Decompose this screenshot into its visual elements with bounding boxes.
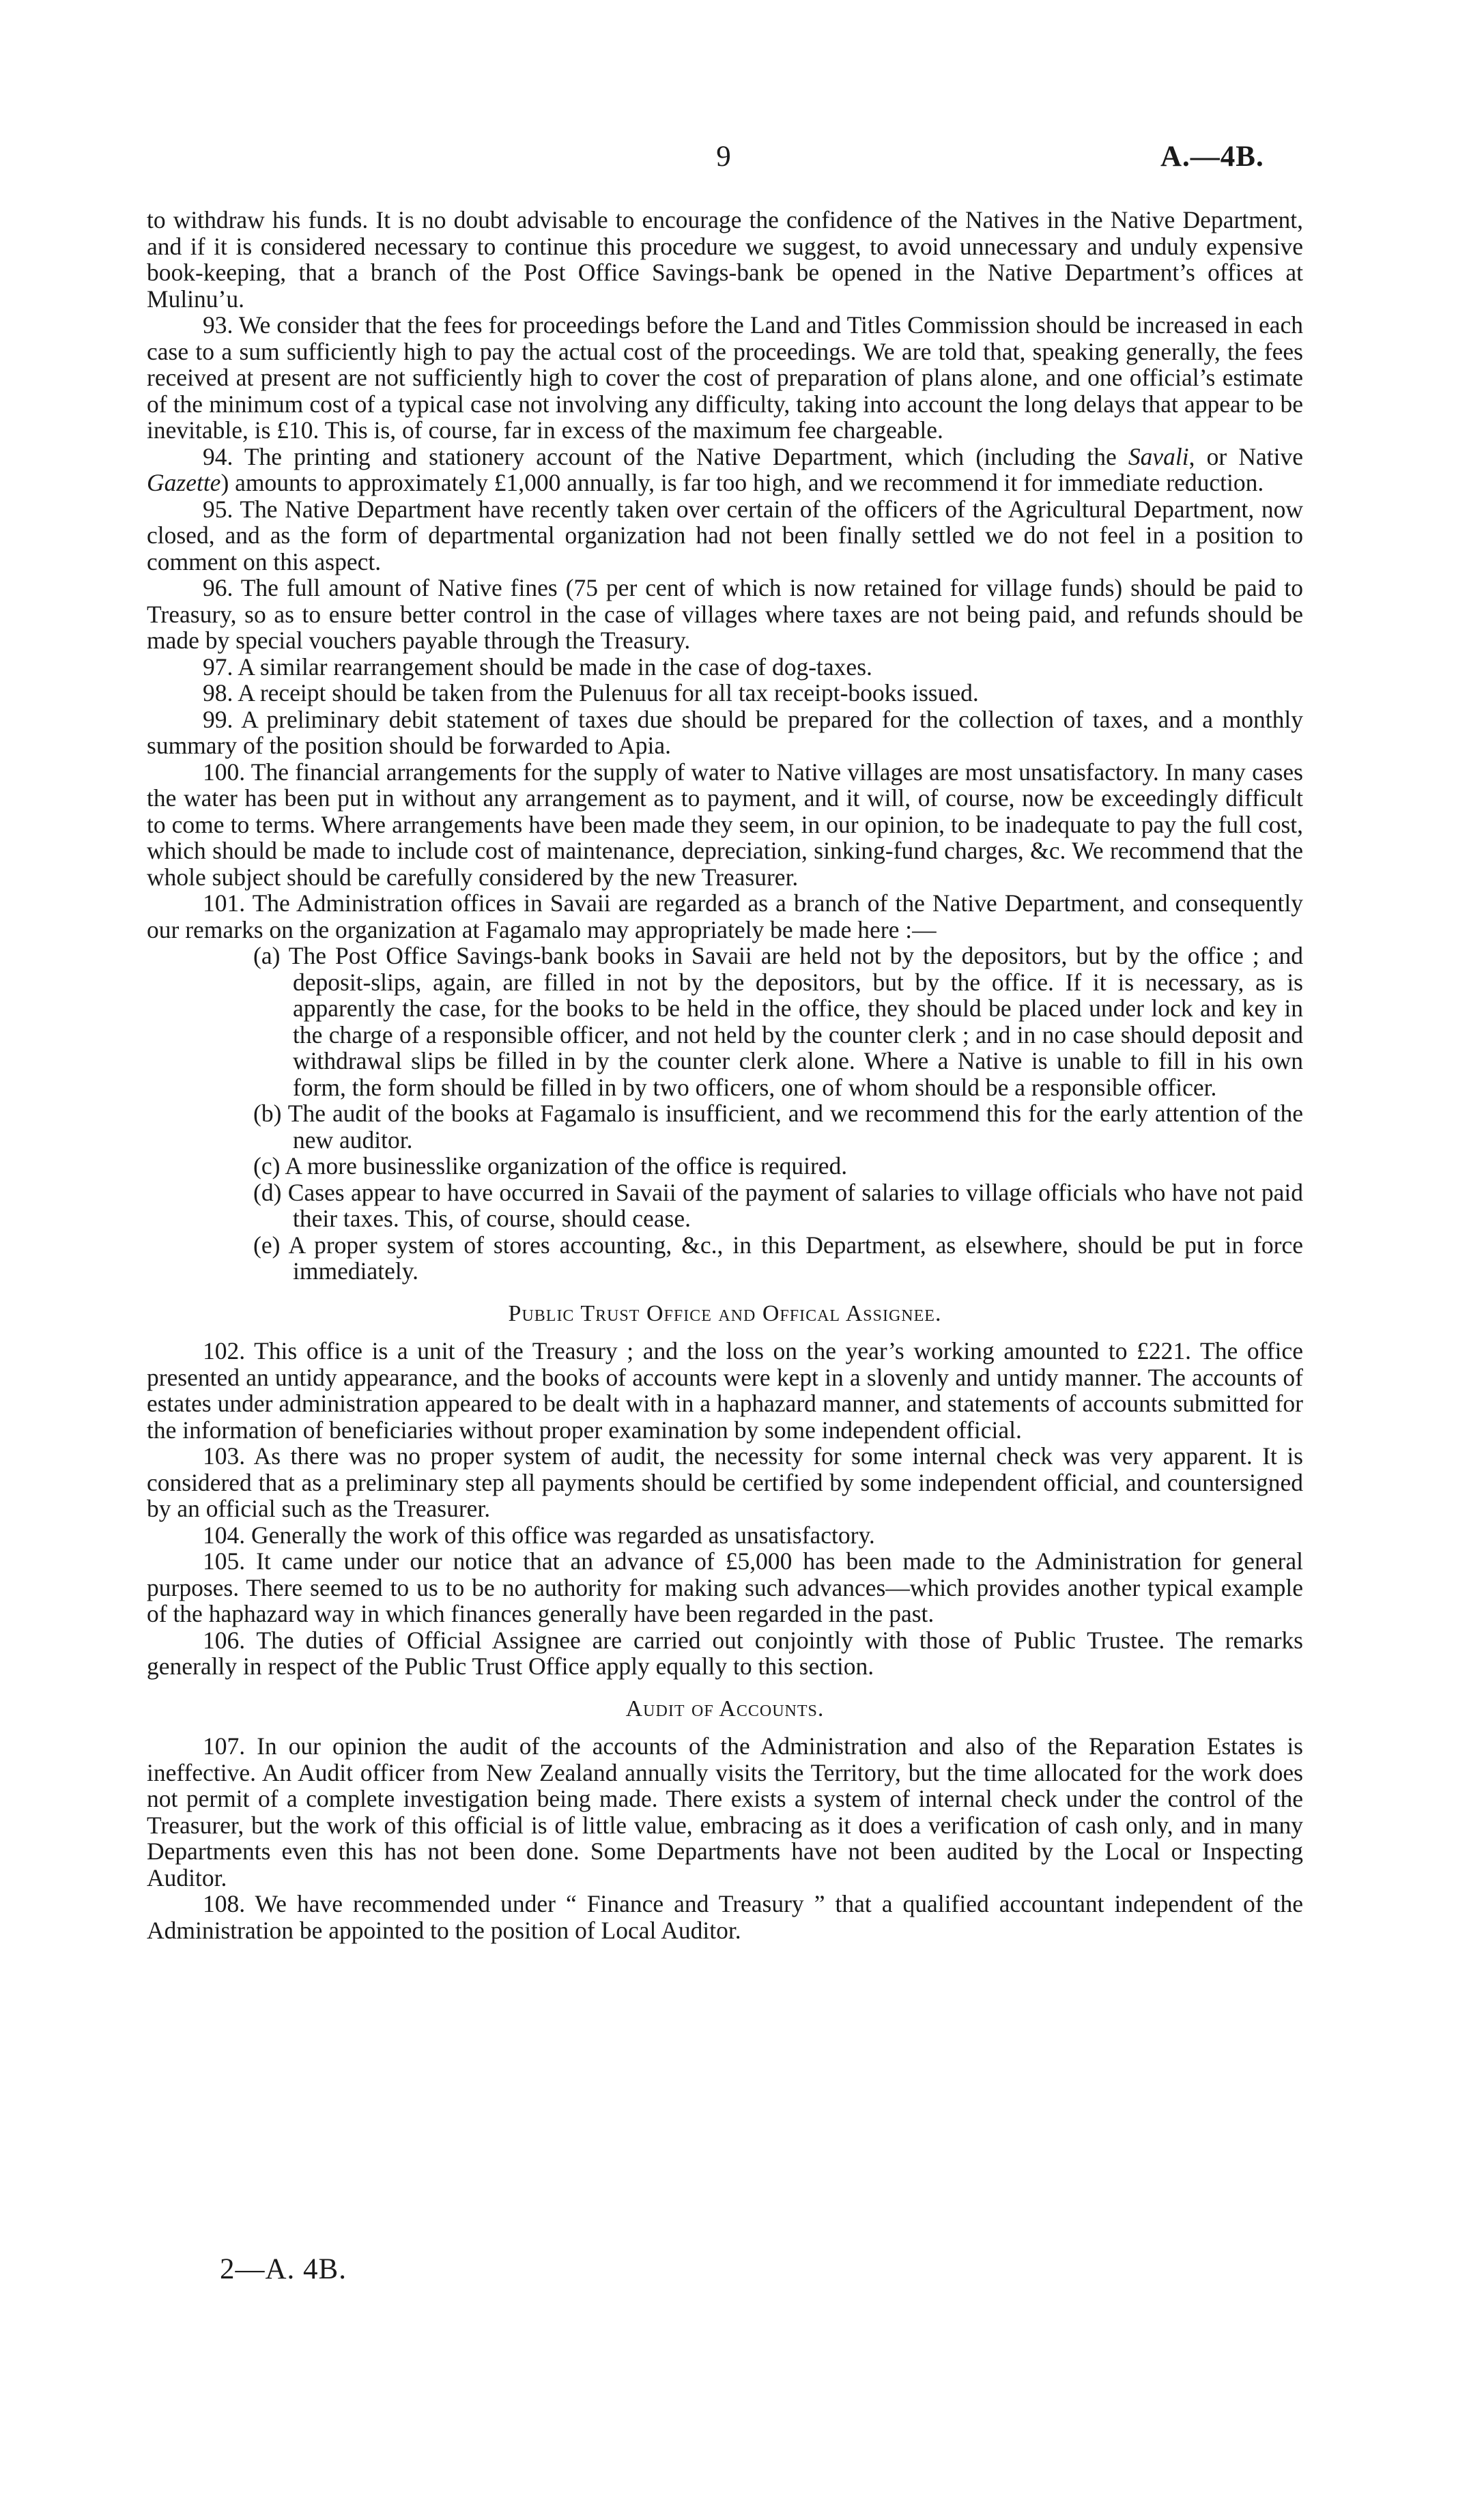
sub-item-text: The Post Office Savings-bank books in Savaii are held not by the depositors, but by the office ; and deposit-slips, again, are filled in not by the depositors, but by the office. If it is necessary, as is apparently the case, for the books to be held in the office, they should be placed under lock and key in the charge of a responsible officer, and not held by the counter clerk ; and in no case should deposit and withdrawal slips be filled in by the counter clerk alone. Where a Native is unable to fill in his own form, the form should be filled in by two officers, one of whom should be a responsible officer. — [288, 942, 1303, 1101]
paragraph-92-continued: to withdraw his funds. It is no doubt advisable to encourage the confidence of the Natives in the Native Department, and if it is considered necessary to continue this procedure we suggest, to avoid unnecessary and unduly expensive book-keeping, that a branch of the Post Office Savings-bank be opened in the Native Department’s offices at Mulinu’u. — [147, 206, 1303, 313]
sub-item-text: The audit of the books at Fagamalo is insufficient, and we recommend this for the early attention of the new auditor. — [287, 1100, 1304, 1154]
sub-item-label: (c) — [253, 1152, 281, 1180]
section-heading-audit: Audit of Accounts. — [625, 1696, 825, 1721]
sub-item-label: (e) — [253, 1231, 281, 1259]
signature-mark: 2—A. 4B. — [220, 2253, 347, 2285]
paragraph-98: 98. A receipt should be taken from the Pulenuus for all tax receipt-books issued. — [203, 679, 979, 706]
sub-item-a — [253, 942, 1303, 1101]
sub-item-e — [253, 1231, 1303, 1285]
page-number: 9 — [716, 141, 731, 173]
gazette-title: Gazette — [147, 469, 221, 496]
sub-item-text: Cases appear to have occurred in Savaii of the payment of salaries to village officials who have not paid their taxes. This, of course, should cease. — [287, 1178, 1303, 1232]
paragraph-108: 108. We have recommended under “ Finance and Treasury ” that a qualified accountant independent of the Administration be appointed to the position of Local Auditor. — [147, 1890, 1303, 1944]
paragraph-103: 103. As there was no proper system of audit, the necessity for some internal check was very apparent. It is considered that as a preliminary step all payments should be certified by some independent official, and countersigned by an official such as the Treasurer. — [147, 1442, 1303, 1522]
sub-item-label: (d) — [253, 1178, 282, 1206]
paragraph-93: 93. We consider that the fees for proceedings before the Land and Titles Commission should be increased in each case to a sum sufficiently high to pay the actual cost of the proceedings. We are told that, speaking generally, the fees received at present are not sufficiently high to cover the cost of preparation of plans alone, and one official’s estimate of the minimum cost of a typical case not involving any difficulty, taking into account the long delays that appear to be inevitable, is £10. This is, of course, far in excess of the maximum fee chargeable. — [147, 311, 1303, 444]
paragraph-106: 106. The duties of Official Assignee are carried out conjointly with those of Public Trustee. The remarks generally in respect of the Public Trust Office apply equally to this section. — [147, 1626, 1303, 1680]
sub-item-b — [253, 1100, 1304, 1154]
paragraph-107: 107. In our opinion the audit of the accounts of the Administration and also of the Reparation Estates is ineffective. An Audit officer from New Zealand annually visits the Territory, but the time allocated for the work does not permit of a complete investigation being made. There exists a system of internal check under the control of the Treasurer, but the work of this official is of little value, embracing as it does a verification of cash only, and in many Departments even this has not been done. Some Departments have not been audited by the Local or Inspecting Auditor. — [147, 1732, 1303, 1891]
sub-item-c — [253, 1152, 1303, 1180]
paragraph-102: 102. This office is a unit of the Treasury ; and the loss on the year’s working amounted to £221. The office presented an untidy appearance, and the books of accounts were kept in a slovenly and untidy manner. The accounts of estates under administration appeared to be dealt with in a haphazard manner, and statements of accounts submitted for the information of beneficiaries without proper examination by some independent official. — [147, 1337, 1303, 1444]
paragraph-100: 100. The financial arrangements for the supply of water to Native villages are most unsatisfactory. In many cases the water has been put in without any arrangement as to payment, and it will, of course, now be exceedingly difficult to come to terms. Where arrangements have been made they seem, in our opinion, to be inadequate to pay the full cost, which should be made to include cost of maintenance, depreciation, sinking-fund charges, &c. We recommend that the whole subject should be carefully considered by the new Treasurer. — [147, 758, 1303, 891]
savali-title: Savali — [1128, 442, 1189, 470]
paragraph-94 — [147, 444, 1303, 496]
paragraph-99: 99. A preliminary debit statement of taxes due should be prepared for the collection of taxes, and a monthly summary of the position should be forwarded to Apia. — [147, 705, 1303, 759]
paragraph-101: 101. The Administration offices in Savaii are regarded as a branch of the Native Department, and consequently our remarks on the organization at Fagamalo may appropriately be made here :— — [147, 889, 1303, 943]
sub-item-text: A proper system of stores accounting, &c., in this Department, as elsewhere, should be put in force immediately. — [288, 1231, 1303, 1285]
paragraph-95: 95. The Native Department have recently taken over certain of the officers of the Agricultural Department, now closed, and as the form of departmental organization had not been finally settled we do not feel in a position to comment on this aspect. — [147, 495, 1303, 575]
paragraph-96: 96. The full amount of Native fines (75 per cent of which is now retained for village funds) should be paid to Treasury, so as to ensure better control in the case of villages where taxes are not being paid, and refunds should be made by special vouchers payable through the Treasury. — [147, 574, 1303, 654]
sub-item-label: (a) — [253, 942, 281, 969]
document-reference: A.—4B. — [1160, 141, 1264, 173]
paragraph-104: 104. Generally the work of this office was regarded as unsatisfactory. — [203, 1521, 875, 1549]
paragraph-105: 105. It came under our notice that an advance of £5,000 has been made to the Administration for general purposes. There seemed to us to be no authority for making such advances—which provides another typical example of the haphazard way in which finances generally have been regarded in the past. — [147, 1547, 1303, 1627]
sub-item-label: (b) — [253, 1100, 282, 1127]
paragraph-97: 97. A similar rearrangement should be made in the case of dog-taxes. — [203, 653, 872, 681]
paragraph-94-text-a: 94. The printing and stationery account of the Native Department, which (including the — [203, 442, 1128, 470]
paragraph-94-text-b: , or Native — [1188, 442, 1303, 470]
section-heading-public-trust: Public Trust Office and Offical Assignee. — [508, 1300, 942, 1326]
sub-item-text: A more businesslike organization of the office is required. — [285, 1152, 848, 1180]
paragraph-94-text-c: ) amounts to approximately £1,000 annually, is far too high, and we recommend it for immediate reduction. — [220, 469, 1264, 496]
document-body — [147, 207, 1303, 1943]
sub-item-d — [253, 1178, 1303, 1232]
